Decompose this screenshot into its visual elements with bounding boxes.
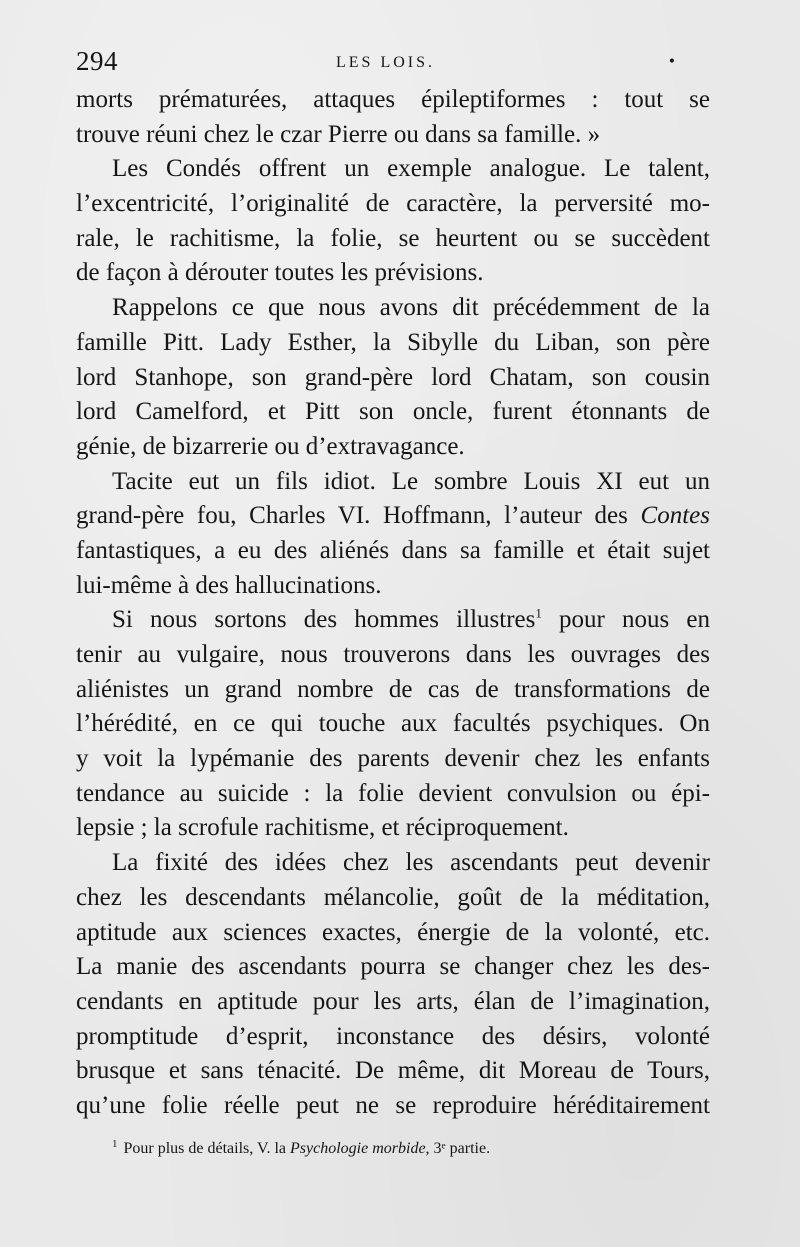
paragraph [76, 152, 710, 291]
text-line: cendants en aptitude pour les arts, élan de l’imagination, [76, 987, 710, 1015]
book-title-italic: Contes [640, 502, 710, 530]
paragraph [76, 83, 710, 152]
paragraph [76, 465, 710, 604]
text-line: trouve réuni chez le czar Pierre ou dans sa famille. » [76, 120, 601, 148]
text-line: Rappelons ce que nous avons dit précédemment de la [112, 294, 710, 322]
paragraph [76, 291, 710, 464]
text-run: Si nous sortons des hommes illustres [112, 606, 536, 634]
header-ornament: • [667, 54, 676, 70]
text-line: promptitude d’esprit, inconstance des désirs, volonté [76, 1022, 710, 1050]
text-line: chez les descendants mélancolie, goût de la méditation, [76, 883, 710, 911]
text-line: Tacite eut un fils idiot. Le sombre Louis XI eut un [112, 467, 710, 495]
paragraph [76, 846, 710, 1124]
running-head [76, 46, 696, 82]
text-line: lui-même à des hallucinations. [76, 571, 382, 599]
text-line: morts prématurées, attaques épileptiformes : tout se [76, 86, 710, 113]
body-text [76, 83, 710, 1124]
text-line: La fixité des idées chez les ascendants peut devenir [112, 849, 710, 877]
text-run: pour nous en [541, 606, 710, 634]
text-line: famille Pitt. Lady Esther, la Sibylle du Liban, son père [76, 328, 710, 356]
text-line: Les Condés offrent un exemple analogue. Le talent, [112, 155, 710, 183]
text-line: lord Camelford, et Pitt son oncle, furent étonnants de [76, 398, 710, 426]
text-line: brusque et sans ténacité. De même, dit Moreau de Tours, [76, 1057, 710, 1085]
footnote [112, 1137, 672, 1158]
text-line: qu’une folie réelle peut ne se reproduire héréditairement [76, 1091, 710, 1119]
text-run: grand-père fou, Charles VI. Hoffmann, l’auteur des [76, 502, 641, 530]
text-line: lord Stanhope, son grand-père lord Chatam, son cousin [76, 363, 710, 391]
text-line: lepsie ; la scrofule rachitisme, et réciproquement. [76, 814, 569, 842]
text-line: La manie des ascendants pourra se changer chez les des- [76, 953, 710, 981]
text-line: tenir au vulgaire, nous trouverons dans les ouvrages des [76, 641, 710, 668]
text-line: y voit la lypémanie des parents devenir chez les enfants [76, 745, 710, 773]
text-line: l’excentricité, l’originalité de caractère, la perversité mo- [76, 190, 710, 218]
text-line: rale, le rachitisme, la folie, se heurtent ou se succèdent [76, 224, 710, 252]
paragraph [76, 603, 710, 846]
running-title: LES LOIS. [336, 54, 435, 71]
text-line: l’hérédité, en ce qui touche aux facultés psychiques. On [76, 710, 710, 738]
footnote-mark: 1 [112, 1137, 118, 1150]
text-line [76, 499, 710, 534]
footnote-text: , 3ᵉ partie. [425, 1140, 491, 1157]
text-line: aptitude aux sciences exactes, énergie de la volonté, etc. [76, 918, 710, 946]
footnote-text: Pour plus de détails, V. la [123, 1140, 291, 1157]
text-line: tendance au suicide : la folie devient convulsion ou épi- [76, 779, 710, 807]
footnote-book-title: Psychologie morbide [290, 1140, 426, 1157]
text-line [76, 603, 710, 638]
text-line: de façon à dérouter toutes les prévisions. [76, 259, 484, 287]
footnote-reference: 1 [535, 605, 542, 621]
text-line: génie, de bizarrerie ou d’extravagance. [76, 432, 465, 460]
page-number: 294 [76, 46, 118, 76]
text-line: aliénistes un grand nombre de cas de transformations de [76, 675, 710, 703]
text-line: fantastiques, a eu des aliénés dans sa famille et était sujet [76, 536, 710, 564]
